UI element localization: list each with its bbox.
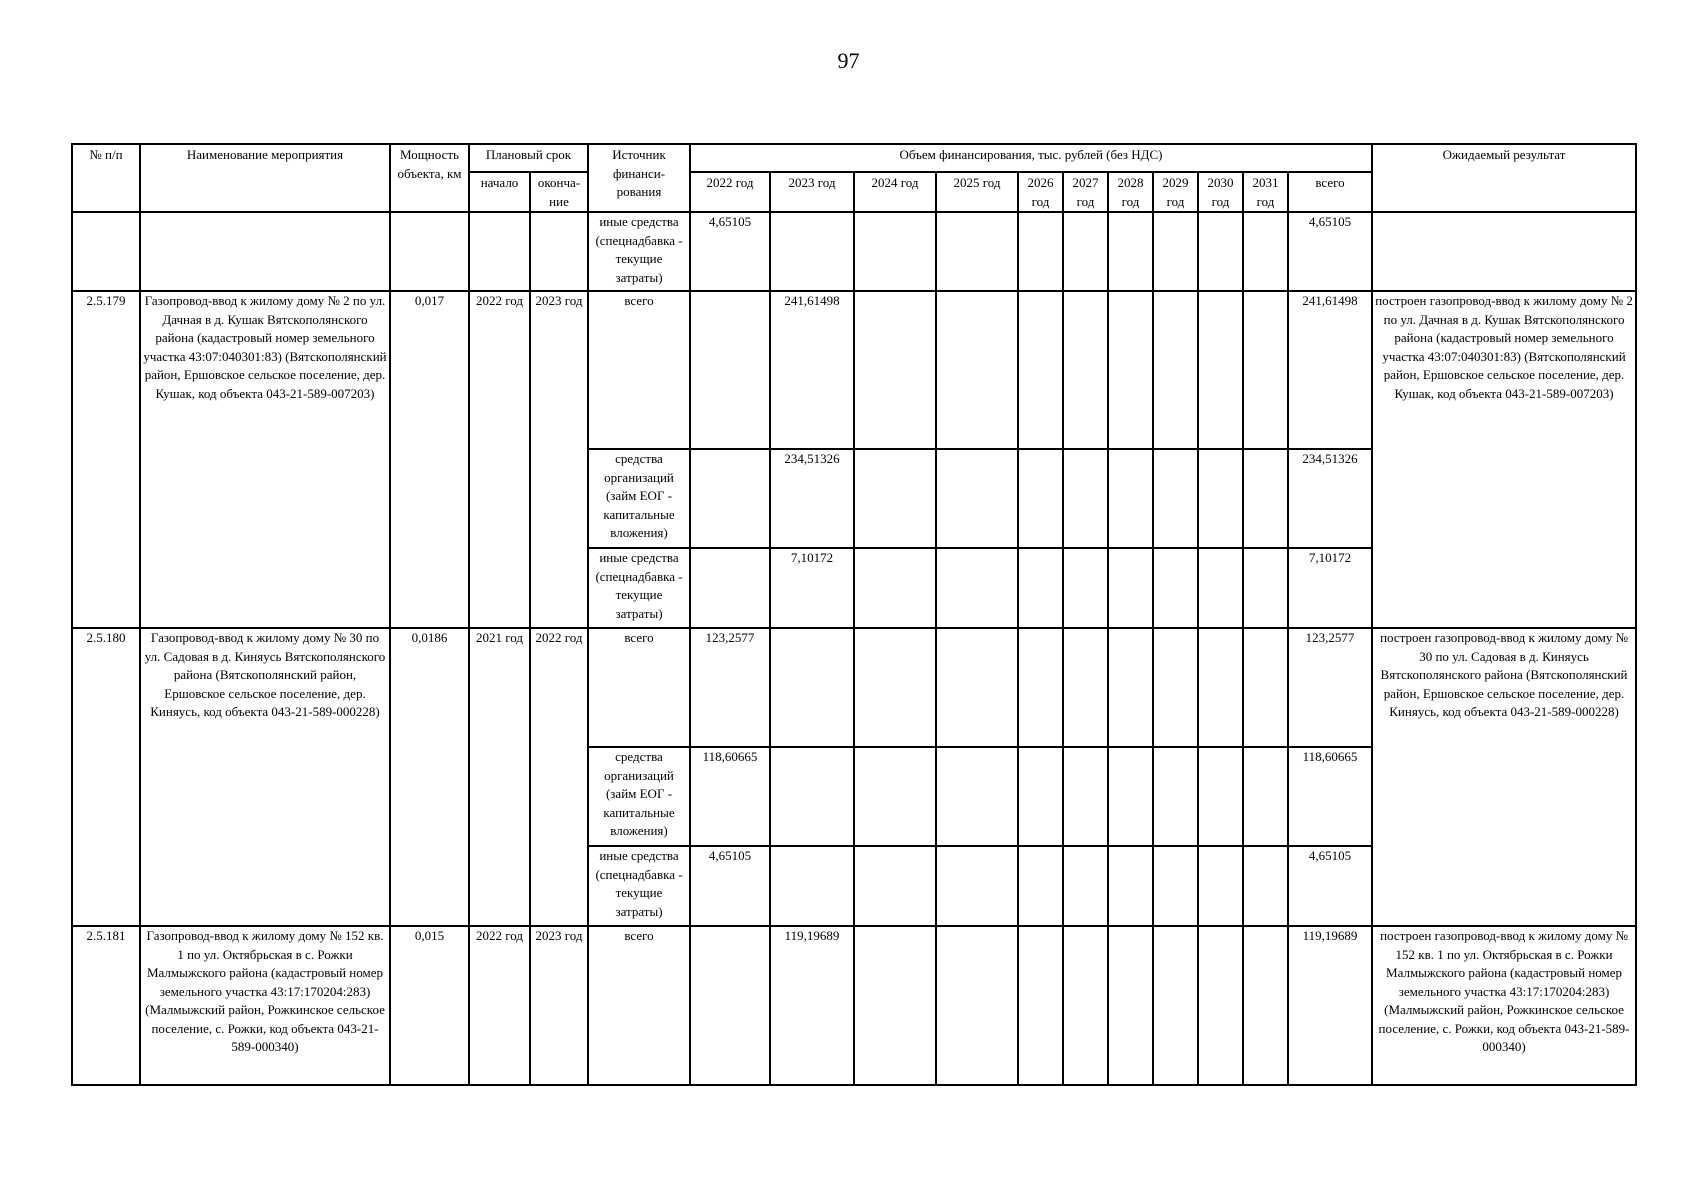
header-year-2029: 2029 год xyxy=(1153,172,1198,212)
value-total: 123,2577 xyxy=(1288,628,1372,747)
end-cell: 2023 год xyxy=(530,926,588,1085)
value-total: 118,60665 xyxy=(1288,747,1372,846)
value-2023 xyxy=(770,628,854,747)
end-cell: 2023 год xyxy=(530,291,588,628)
result-cell: построен газопровод-ввод к жилому дому № 152 кв. 1 по ул. Октябрьская в с. Рожки Малмыжского района (кадастровый номер земельного участка 43:17:170204:283) (Малмыжский район, Рожкинское сельское поселение, с. Рожки, код объекта 043-21-589-000340) xyxy=(1372,926,1636,1085)
value-total: 234,51326 xyxy=(1288,449,1372,548)
end-cell xyxy=(530,212,588,291)
header-num: № п/п xyxy=(72,144,140,212)
value-2022 xyxy=(690,449,770,548)
header-source: Источник финанси-рования xyxy=(588,144,690,212)
header-total: всего xyxy=(1288,172,1372,212)
value-total: 119,19689 xyxy=(1288,926,1372,1085)
header-capacity: Мощность объекта, км xyxy=(390,144,469,212)
value-2023: 7,10172 xyxy=(770,548,854,628)
header-name: Наименование мероприятия xyxy=(140,144,390,212)
header-result: Ожидаемый результат xyxy=(1372,144,1636,212)
num-cell: 2.5.180 xyxy=(72,628,140,926)
start-cell xyxy=(469,212,530,291)
value-total: 4,65105 xyxy=(1288,846,1372,926)
end-cell: 2022 год xyxy=(530,628,588,926)
name-cell: Газопровод-ввод к жилому дому № 152 кв. 1 по ул. Октябрьская в с. Рожки Малмыжского района (кадастровый номер земельного участка 43:17:170204:283) (Малмыжский район, Рожкинское сельское поселение, с. Рожки, код объекта 043-21-589-000340) xyxy=(140,926,390,1085)
value-2022 xyxy=(690,291,770,449)
value-total: 4,65105 xyxy=(1288,212,1372,291)
source-cell: всего xyxy=(588,926,690,1085)
result-cell: построен газопровод-ввод к жилому дому № 2 по ул. Дачная в д. Кушак Вятскополянского района (кадастровый номер земельного участка 43:07:040301:83) (Вятскополянский район, Ершовское сельское поселение, дер. Кушак, код объекта 043-21-589-007203) xyxy=(1372,291,1636,628)
value-2023: 119,19689 xyxy=(770,926,854,1085)
value-2022: 4,65105 xyxy=(690,212,770,291)
capacity-cell: 0,015 xyxy=(390,926,469,1085)
name-cell xyxy=(140,212,390,291)
table-row xyxy=(72,926,1636,1085)
value-2022 xyxy=(690,548,770,628)
header-end: оконча-ние xyxy=(530,172,588,212)
source-cell: всего xyxy=(588,628,690,747)
num-cell: 2.5.181 xyxy=(72,926,140,1085)
header-start: начало xyxy=(469,172,530,212)
value-2022: 4,65105 xyxy=(690,846,770,926)
capacity-cell: 0,017 xyxy=(390,291,469,628)
table-row xyxy=(72,291,1636,449)
header-year-2025: 2025 год xyxy=(936,172,1018,212)
num-cell xyxy=(72,212,140,291)
source-cell: всего xyxy=(588,291,690,449)
start-cell: 2021 год xyxy=(469,628,530,926)
value-total: 7,10172 xyxy=(1288,548,1372,628)
value-2022 xyxy=(690,926,770,1085)
start-cell: 2022 год xyxy=(469,926,530,1085)
header-year-2031: 2031 год xyxy=(1243,172,1288,212)
header-planned-term: Плановый срок xyxy=(469,144,588,172)
source-cell: средства организаций (займ ЕОГ - капитальные вложения) xyxy=(588,449,690,548)
header-year-2024: 2024 год xyxy=(854,172,936,212)
value-2022: 123,2577 xyxy=(690,628,770,747)
value-2023 xyxy=(770,747,854,846)
header-funding: Объем финансирования, тыс. рублей (без НДС) xyxy=(690,144,1372,172)
funding-table xyxy=(71,143,1637,1086)
header-year-2022: 2022 год xyxy=(690,172,770,212)
capacity-cell xyxy=(390,212,469,291)
source-cell: средства организаций (займ ЕОГ - капитальные вложения) xyxy=(588,747,690,846)
value-2022: 118,60665 xyxy=(690,747,770,846)
name-cell: Газопровод-ввод к жилому дому № 30 по ул. Садовая в д. Киняусь Вятскополянского района (Вятскополянский район, Ершовское сельское поселение, дер. Киняусь, код объекта 043-21-589-000228) xyxy=(140,628,390,926)
value-2023: 234,51326 xyxy=(770,449,854,548)
page-number: 97 xyxy=(837,48,860,73)
source-cell: иные средства (спецнадбавка - текущие затраты) xyxy=(588,212,690,291)
value-2023: 241,61498 xyxy=(770,291,854,449)
result-cell: построен газопровод-ввод к жилому дому № 30 по ул. Садовая в д. Киняусь Вятскополянского района (Вятскополянский район, Ершовское сельское поселение, дер. Киняусь, код объекта 043-21-589-000228) xyxy=(1372,628,1636,926)
header-year-2023: 2023 год xyxy=(770,172,854,212)
value-2023 xyxy=(770,846,854,926)
header-year-2027: 2027 год xyxy=(1063,172,1108,212)
value-total: 241,61498 xyxy=(1288,291,1372,449)
source-cell: иные средства (спецнадбавка - текущие затраты) xyxy=(588,548,690,628)
capacity-cell: 0,0186 xyxy=(390,628,469,926)
table-row xyxy=(72,212,1636,291)
header-year-2026: 2026 год xyxy=(1018,172,1063,212)
result-cell xyxy=(1372,212,1636,291)
value-2023 xyxy=(770,212,854,291)
header-year-2028: 2028 год xyxy=(1108,172,1153,212)
header-year-2030: 2030 год xyxy=(1198,172,1243,212)
table-row xyxy=(72,628,1636,747)
num-cell: 2.5.179 xyxy=(72,291,140,628)
source-cell: иные средства (спецнадбавка - текущие затраты) xyxy=(588,846,690,926)
start-cell: 2022 год xyxy=(469,291,530,628)
name-cell: Газопровод-ввод к жилому дому № 2 по ул. Дачная в д. Кушак Вятскополянского района (кадастровый номер земельного участка 43:07:040301:83) (Вятскополянский район, Ершовское сельское поселение, дер. Кушак, код объекта 043-21-589-007203) xyxy=(140,291,390,628)
